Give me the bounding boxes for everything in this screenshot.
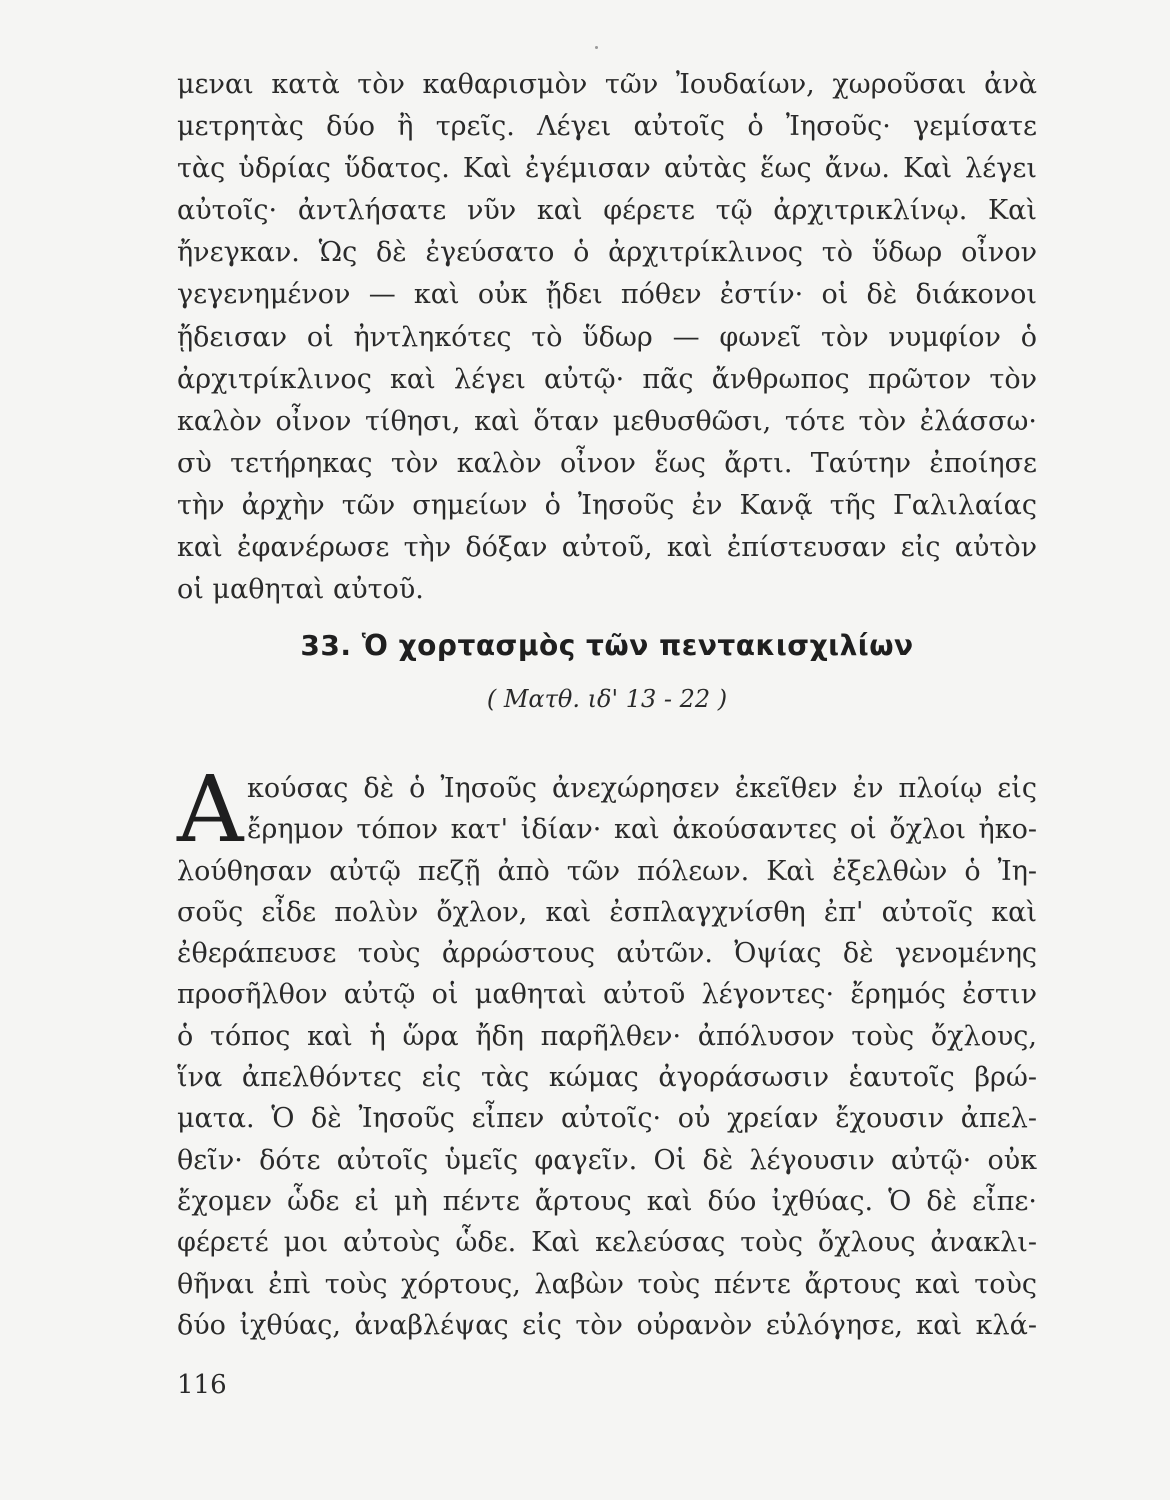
text-line: ἔχομεν ὧδε εἰ μὴ πέντε ἄρτους καὶ δύο ἰχθύας. Ὁ δὲ εἶπε· <box>177 1185 1037 1217</box>
text-line: σὺ τετήρηκας τὸν καλὸν οἶνον ἕως ἄρτι. Ταύτην ἐποίησε <box>177 447 1037 479</box>
text-line: σοῦς εἶδε πολὺν ὄχλον, καὶ ἐσπλαγχνίσθη ἐπ' αὐτοῖς καὶ <box>177 896 1037 928</box>
text-line: κούσας δὲ ὁ Ἰησοῦς ἀνεχώρησεν ἐκεῖθεν ἐν πλοίῳ εἰς <box>247 773 1037 804</box>
text-line: ᾔδεισαν οἱ ἠντληκότες τὸ ὕδωρ — φωνεῖ τὸν νυμφίον ὁ <box>177 321 1037 353</box>
text-line: τὰς ὑδρίας ὕδατος. Καὶ ἐγέμισαν αὐτὰς ἕως ἄνω. Καὶ λέγει <box>177 153 1037 185</box>
text-line: ἵνα ἀπελθόντες εἰς τὰς κώμας ἀγοράσωσιν ἑαυτοῖς βρώ- <box>177 1062 1037 1094</box>
text-line: προσῆλθον αὐτῷ οἱ μαθηταὶ αὐτοῦ λέγοντες· ἔρημός ἐστιν <box>177 979 1037 1011</box>
text-line: ἐθεράπευσε τοὺς ἀρρώστους αὐτῶν. Ὀψίας δὲ γενομένης <box>177 938 1037 970</box>
text-line: γεγενημένον — καὶ οὐκ ᾔδει πόθεν ἐστίν· οἱ δὲ διάκονοι <box>177 279 1037 311</box>
text-line: οἱ μαθηταὶ αὐτοῦ. <box>177 574 424 606</box>
text-line: ἤνεγκαν. Ὡς δὲ ἐγεύσατο ὁ ἀρχιτρίκλινος τὸ ὕδωρ οἶνον <box>177 237 1037 269</box>
section-reference: ( Ματθ. ιδ' 13 - 22 ) <box>486 685 728 713</box>
paragraph-2 <box>177 756 1037 1346</box>
text-line: φέρετέ μοι αὐτοὺς ὧδε. Καὶ κελεύσας τοὺς ὄχλους ἀνακλι- <box>177 1227 1037 1259</box>
text-line: μετρητὰς δύο ἢ τρεῖς. Λέγει αὐτοῖς ὁ Ἰησοῦς· γεμίσατε <box>177 111 1037 143</box>
print-speck <box>595 46 598 49</box>
text-line: ἔρημον τόπον κατ' ἰδίαν· καὶ ἀκούσαντες οἱ ὄχλοι ἠκο- <box>247 814 1037 846</box>
text-line: δύο ἰχθύας, ἀναβλέψας εἰς τὸν οὐρανὸν εὐλόγησε, καὶ κλά- <box>177 1309 1037 1341</box>
text-line: θῆναι ἐπὶ τοὺς χόρτους, λαβὼν τοὺς πέντε ἄρτους καὶ τοὺς <box>177 1268 1037 1300</box>
text-line: λούθησαν αὐτῷ πεζῇ ἀπὸ τῶν πόλεων. Καὶ ἐξελθὼν ὁ Ἰη- <box>177 855 1037 887</box>
text-line: τὴν ἀρχὴν τῶν σημείων ὁ Ἰησοῦς ἐν Κανᾷ τῆς Γαλιλαίας <box>177 489 1037 521</box>
text-line: ἀρχιτρίκλινος καὶ λέγει αὐτῷ· πᾶς ἄνθρωπος πρῶτον τὸν <box>177 363 1037 395</box>
text-line: θεῖν· δότε αὐτοῖς ὑμεῖς φαγεῖν. Οἱ δὲ λέγουσιν αὐτῷ· οὐκ <box>177 1144 1037 1176</box>
text-line: ὁ τόπος καὶ ἡ ὥρα ἤδη παρῆλθεν· ἀπόλυσον τοὺς ὄχλους, <box>177 1020 1037 1052</box>
text-line: καλὸν οἶνον τίθησι, καὶ ὅταν μεθυσθῶσι, τότε τὸν ἐλάσσω· <box>177 405 1037 437</box>
text-line: μεναι κατὰ τὸν καθαρισμὸν τῶν Ἰουδαίων, χωροῦσαι ἀνὰ <box>177 69 1037 100</box>
text-line: ματα. Ὁ δὲ Ἰησοῦς εἶπεν αὐτοῖς· οὐ χρείαν ἔχουσιν ἀπελ- <box>177 1103 1037 1135</box>
paragraph-1 <box>177 64 1037 611</box>
text-line: καὶ ἐφανέρωσε τὴν δόξαν αὐτοῦ, καὶ ἐπίστευσαν εἰς αὐτὸν <box>177 532 1037 564</box>
text-line: αὐτοῖς· ἀντλήσατε νῦν καὶ φέρετε τῷ ἀρχιτρικλίνῳ. Καὶ <box>177 195 1037 227</box>
section-title: 33. Ὁ χορτασμὸς τῶν πεντακισχιλίων <box>300 629 914 662</box>
drop-cap: Α <box>177 756 244 863</box>
page-number: 116 <box>177 1370 227 1400</box>
